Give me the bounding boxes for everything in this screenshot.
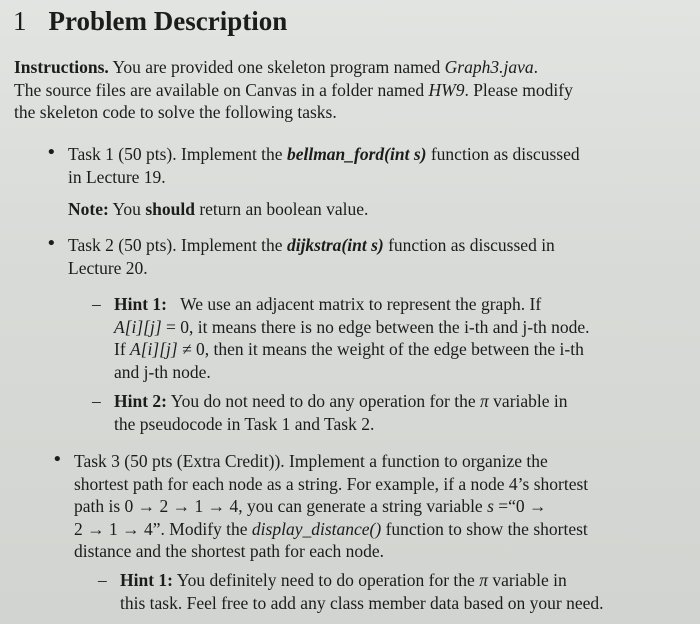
task3-text-4b: function to show the shortest [381,518,588,539]
task1-text-1b: function as discussed [426,144,580,164]
task3-hint1 [120,569,694,614]
hint3-text-1a: You definitely need to do operation for the [173,570,480,590]
instructions-line-1 [14,56,694,79]
task2-hint1-line-1 [114,293,694,316]
task2-text-1b: function as discussed in [383,235,555,255]
task2-hint2-dash: – [92,391,101,411]
task3-bullet: • [52,449,63,470]
matrix-term-2: A[i][j] [130,339,178,359]
task3-line-5: distance and the shortest path for each node. [74,541,385,561]
pi-symbol-2: π [479,570,488,590]
hint-label: Hint 1: [114,294,167,314]
task1-bullet: • [46,142,57,163]
task2-function: dijkstra(int s) [286,235,384,255]
task3-function: display_distance() [251,518,382,539]
note-label: Note: [68,199,109,219]
hint-text-3b: ≠ 0, then it means the weight of the edge between the i-th [177,339,584,359]
hint2-label: Hint 2: [114,391,167,411]
task2-hint1-line-2 [114,316,694,339]
task2-text-1a: Task 2 (50 pts). Implement the [68,235,287,255]
matrix-term: A[i][j] [114,316,162,337]
hint3-text-1b: variable in [487,570,567,590]
task2-hint1-line-4: and j-th node. [114,361,211,382]
hint-text-1: We use an adjacent matrix to represent the graph. If [180,294,542,314]
folder-name: HW9 [428,79,465,100]
task3-text-3a: path is 0 → 2 → 1 → 4, you can generate a string variable [74,496,488,516]
task2-hint2-line-1 [114,390,694,413]
task3-line-2: shortest path for each node as a string. For example, if a node 4’s shortest [74,473,589,494]
task2-bullet: • [46,233,57,254]
task2-hint2-line-2: the pseudocode in Task 1 and Task 2. [114,413,375,434]
instructions-label: Instructions. [14,57,109,77]
hint3-label: Hint 1: [120,570,173,590]
instructions-text-2b: . Please modify [464,79,573,100]
hint-text-3a: If [114,339,131,359]
task3-text-4a: 2 → 1 → 4”. Modify the [74,518,252,539]
task3-hint1-dash: – [98,570,107,590]
task3-line-1: Task 3 (50 pts (Extra Credit)). Implement a function to organize the [74,451,548,471]
instructions-text-2a: The source files are available on Canvas in a folder named [14,79,429,100]
task3-text-3b: =“0 → [493,496,547,516]
task1-text-1a: Task 1 (50 pts). Implement the [68,144,287,164]
section-number: 1 [13,6,27,36]
task2-hint1 [114,293,694,383]
task1-line-1 [68,143,696,166]
pi-symbol: π [480,391,489,411]
note-text-a: You [108,199,146,219]
hint2-text-1a: You do not need to do any operation for the [167,391,481,411]
task2-line-2: Lecture 20. [68,257,148,278]
hint-text-2: = 0, it means there is no edge between the i-th and j-th node. [161,316,590,337]
instructions-line-3: the skeleton code to solve the following tasks. [14,102,337,122]
note-text-b: return an boolean value. [194,199,369,219]
string-var: s [487,496,494,516]
note-emphasis: should [145,199,195,219]
task2-hint1-line-3 [114,338,694,361]
instructions-paragraph [14,56,694,124]
instructions-text-1b: . [533,57,538,77]
task1-paragraph [68,143,696,221]
task2-hint1-dash: – [92,294,101,314]
task1-note [68,198,696,221]
filename: Graph3.java [444,57,534,77]
task3-line-3 [74,495,696,518]
hint2-text-1b: variable in [488,391,568,411]
task3-paragraph [74,450,696,563]
section-heading [13,4,700,44]
task2-line-1 [68,234,696,257]
task2-paragraph [68,234,696,279]
instructions-text-1a: You are provided one skeleton program named [112,57,445,77]
task1-function: bellman_ford(int s) [286,144,427,164]
task3-hint1-line-2: this task. Feel free to add any class member data based on your need. [120,592,604,613]
task2-hint2 [114,390,694,435]
task3-line-4 [74,518,696,541]
section-title: Problem Description [48,6,288,36]
task3-hint1-line-1 [120,569,694,592]
instructions-line-2 [14,79,694,102]
task1-line-2: in Lecture 19. [68,166,166,187]
